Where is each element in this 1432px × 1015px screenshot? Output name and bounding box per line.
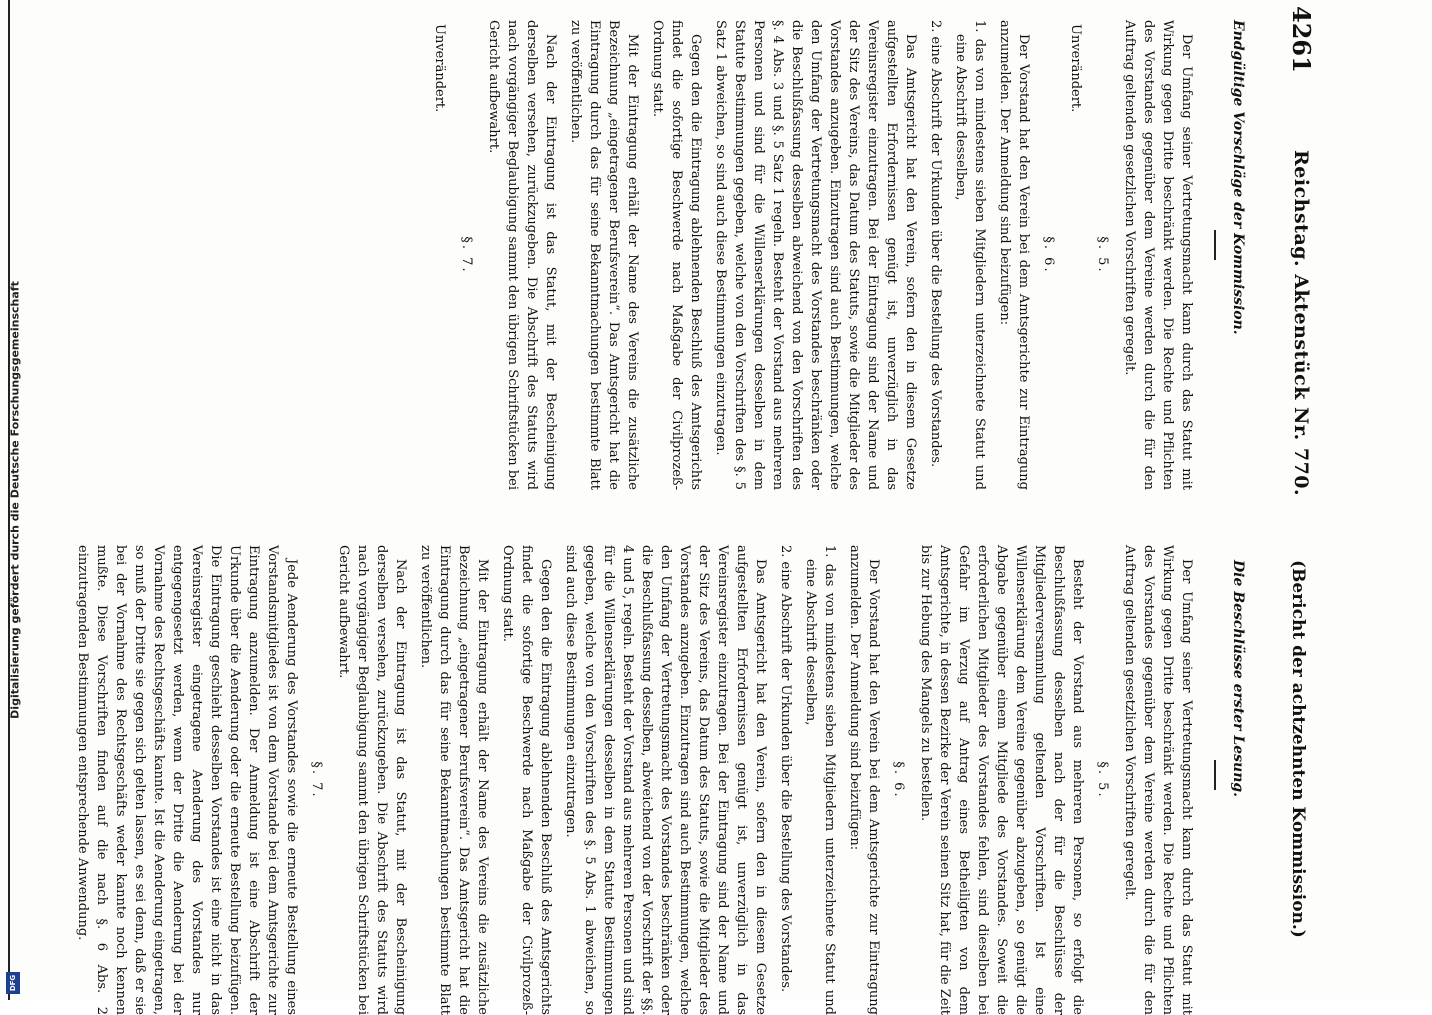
list-item: 2. eine Abschrift der Urkunden über die Bestellung des Vorstandes. <box>778 545 793 993</box>
section-heading: §. 7. <box>309 761 324 799</box>
rotated-text-block <box>20 0 1326 1015</box>
page-number: 4261 <box>1287 6 1316 73</box>
paragraph: Der Umfang seiner Vertretungsmacht kann durch das Statut mit Wirkung gegen Dritte beschränkt werden. Die Rechte und Pflichten des Vorstandes gegenüber dem Vereine werden durch die für den Auftrag geltenden gesetzlichen Vorschriften geregelt. <box>1122 20 1194 490</box>
section-heading: §. 7. <box>459 236 474 274</box>
list-item: 1. das von mindestens sieben Mitgliedern unterzeichnete Statut und eine Abschrift desselben, <box>803 545 837 1015</box>
digitization-credit-text: Digitalisierung gefördert durch die Deutsche Forschungsgemeinschaft <box>8 281 22 719</box>
page-subtitle: (Bericht der achtzehnten Kommission.) <box>1288 560 1308 938</box>
list-item: 1. das von mindestens sieben Mitgliedern unterzeichnete Statut und eine Abschrift desselben, <box>953 20 987 490</box>
paragraph: Besteht der Vorstand aus mehreren Personen, so erfolgt die Beschlußfassung desselben nach der für die Beschlüsse der Mitgliederversammlung geltenden Vorschriften. Ist eine Willenserklärung dem Vereine gegenüber abzugeben, so genügt die Abgabe gegenüber einem Mitgliede des Vorstandes. Soweit die erforderlichen Mitglieder des Vorstandes fehlen, sind dieselben bei Gefahr im Verzug auf Antrag eines Betheiligten von dem Amtsgerichte, in dessen Bezirke der Verein seinen Sitz hat, für die Zeit bis zur Hebung des Mangels zu bestellen. <box>918 545 1085 1015</box>
section-heading: §. 5. <box>1095 761 1110 799</box>
paragraph: Gegen den die Eintragung ablehnenden Beschluß des Amtsgerichts findet die sofortige Beschwerde nach Maßgabe der Civilprozeß-Ordnung statt. <box>500 545 553 1015</box>
section-heading: §. 6. <box>891 761 906 799</box>
paragraph: Das Amtsgericht hat den Verein, sofern den in diesem Gesetze aufgestellten Erfordernissen genügt ist, unverzüglich in das Vereinsregister einzutragen. Bei der Eintragung sind der Name und der Sitz des Vereins, das Datum des Statuts, sowie die Mitglieder des Vorstandes anzugeben. Einzutragen sind auch Bestimmungen, welche den Umfang der Vertretungsmacht des Vorstandes beschränken oder die Beschlußfassung desselben, abweichend von der Vorschrift der §§. 4 und 5, regeln. Besteht der Vorstand aus mehreren Personen und sind für die Willenserklärungen desselben in dem Statute Bestimmungen gegeben, welche von den Vorschriften des §. 5 Abs. 1 abweichen, so sind auch diese Bestimmungen einzutragen. <box>563 545 768 1015</box>
paragraph: Mit der Eintragung erhält der Name des Vereins die zusätzliche Bezeichnung „eingetragener Berufsverein“. Das Amtsgericht hat die Eintragung durch das für seine Bekanntmachungen bestimmte Blatt zu veröffentlichen. <box>418 545 490 1015</box>
section-heading: §. 6. <box>1041 236 1056 274</box>
column-left <box>422 20 1196 490</box>
paragraph: Der Vorstand hat den Verein bei dem Amtsgerichte zur Eintragung anzumelden. Der Anmeldung sind beizufügen: <box>997 20 1031 490</box>
column-heading-right: Die Beschlüsse erster Lesung. <box>1230 560 1246 798</box>
paragraph: Gegen den die Eintragung ablehnenden Beschluß des Amtsgerichts findet die sofortige Beschwerde nach Maßgabe der Civilprozeß-Ordnung statt. <box>650 20 703 490</box>
page-header <box>1256 0 1326 1000</box>
dfg-logo-icon: DFG <box>6 972 20 994</box>
paragraph: Der Umfang seiner Vertretungsmacht kann durch das Statut mit Wirkung gegen Dritte beschränkt werden. Die Rechte und Pflichten des Vorstandes gegenüber dem Vereine werden durch die für den Auftrag geltenden gesetzlichen Vorschriften geregelt. <box>1122 545 1194 1015</box>
column-right <box>67 545 1196 1015</box>
paragraph: Das Amtsgericht hat den Verein, sofern den in diesem Gesetze aufgestellten Erfordernissen genügt ist, unverzüglich in das Vereinsregister einzutragen. Bei der Eintragung sind der Name und der Sitz des Vereins, das Datum des Statuts, sowie die Mitglieder des Vorstandes anzugeben. Einzutragen sind auch Bestimmungen, welche den Umfang der Vertretungsmacht des Vorstandes beschränken oder die Beschlußfassung desselben abweichend von den Vorschriften des §. 4 Abs. 3 und §. 5 Satz 1 regeln. Besteht der Vorstand aus mehreren Personen und sind für die Willenserklärungen desselben in dem Statute Bestimmungen gegeben, welche von den Vorschriften des §. 5 Satz 1 abweichen, so sind auch diese Bestimmungen einzutragen. <box>713 20 918 490</box>
paragraph: Nach der Eintragung ist das Statut, mit der Bescheinigung derselben versehen, zurückzugeben. Die Abschrift des Statuts wird nach vorgängiger Beglaubigung sammt den übrigen Schriftstücken bei Gericht aufbewahrt. <box>486 20 558 490</box>
column-heading-left: Endgültige Vorschläge der Kommission. <box>1230 20 1246 335</box>
unchanged-note: Unverändert. <box>432 24 447 113</box>
unchanged-note: Unverändert. <box>1068 24 1083 113</box>
paragraph: Jede Aenderung des Vorstandes sowie die erneute Bestellung eines Vorstandsmitgliedes ist von dem Vorstande bei dem Amtsgerichte zur Eintragung anzumelden. Der Anmeldung ist eine Abschrift der Urkunde über die Aenderung oder die erneute Bestellung beizufügen. Die Eintragung geschieht desselben Vorstandes ist eine nicht in das Vereinsregister eingetragene Aenderung des Vorstandes nur entgegengesetzt werden, wenn der Dritte die Aenderung bei der Vornahme des Rechtsgeschäfts kannte. Ist die Aenderung eingetragen, so muß der Dritte sie gegen sich gelten lassen, es sei denn, daß er sie bei der Vornahme des Rechtsgeschäfts weder kannte noch kennen mußte. Diese Vorschriften finden auf die nach §. 6 Abs. 2 einzutragenden Bestimmungen entsprechende Anwendung. <box>75 545 299 1015</box>
column-divider-dash <box>1214 230 1216 260</box>
paragraph: Mit der Eintragung erhält der Name des Vereins die zusätzliche Bezeichnung „eingetragener Berufsverein“. Das Amtsgericht hat die Eintragung durch das für seine Bekanntmachungen bestimmte Blatt zu veröffentlichen. <box>568 20 640 490</box>
paragraph: Nach der Eintragung ist das Statut, mit der Bescheinigung derselben versehen, zurückzugeben. Die Abschrift des Statuts wird nach vorgängiger Beglaubigung sammt den übrigen Schriftstücken bei Gericht aufbewahrt. <box>336 545 408 1015</box>
paragraph: Der Vorstand hat den Verein bei dem Amtsgerichte zur Eintragung anzumelden. Der Anmeldung sind beizufügen: <box>847 545 881 1015</box>
page-title: Reichstag. Aktenstück Nr. 770. <box>1290 150 1312 497</box>
column-divider-dash <box>1214 760 1216 790</box>
section-heading: §. 5. <box>1095 236 1110 274</box>
list-item: 2. eine Abschrift der Urkunden über die Bestellung des Vorstandes. <box>928 20 943 468</box>
